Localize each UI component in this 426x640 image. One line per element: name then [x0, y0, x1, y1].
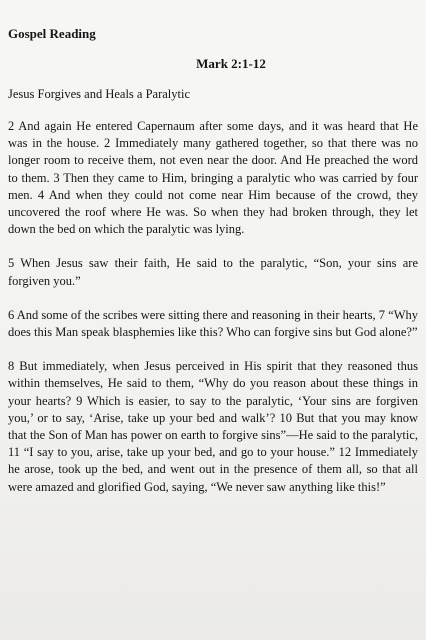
scripture-reference: Mark 2:1-12	[196, 56, 266, 71]
paragraph-2: 5 When Jesus saw their faith, He said to the paralytic, “Son, your sins are forgiven you.”	[8, 256, 418, 288]
passage-subtitle: Jesus Forgives and Heals a Paralytic	[8, 87, 191, 101]
paragraph-4: 8 But immediately, when Jesus perceived in His spirit that they reasoned thus within themselves, He said to them, “Why do you reason about these things in your hearts? 9 Which is easier, to say to the paralytic, ‘Your sins are forgiven you,’ or to say, ‘Arise, take up your bed and walk’? 10 But that you may know that the Son of Man has power on earth to forgive sins”—He said to the paralytic, 11 “I say to you, arise, take up your bed, and go to your house.” 12 Immediately he arose, took up the bed, and went out in the presence of them all, so that all were amazed and glorified God, saying, “We never saw anything like this!”	[8, 359, 418, 494]
paragraph-1: 2 And again He entered Capernaum after some days, and it was heard that He was in the house. 2 Immediately many gathered together, so that there was no longer room to receive them, not even near the door. And He preached the word to them. 3 Then they came to Him, bringing a paralytic who was carried by four men. 4 And when they could not come near Him because of the crowd, they uncovered the roof where He was. So when they had broken through, they let down the bed on which the paralytic was lying.	[8, 119, 418, 237]
paragraph-3: 6 And some of the scribes were sitting there and reasoning in their hearts, 7 “Why does this Man speak blasphemies like this? Who can forgive sins but God alone?”	[8, 307, 418, 340]
section-heading: Gospel Reading	[8, 26, 96, 41]
